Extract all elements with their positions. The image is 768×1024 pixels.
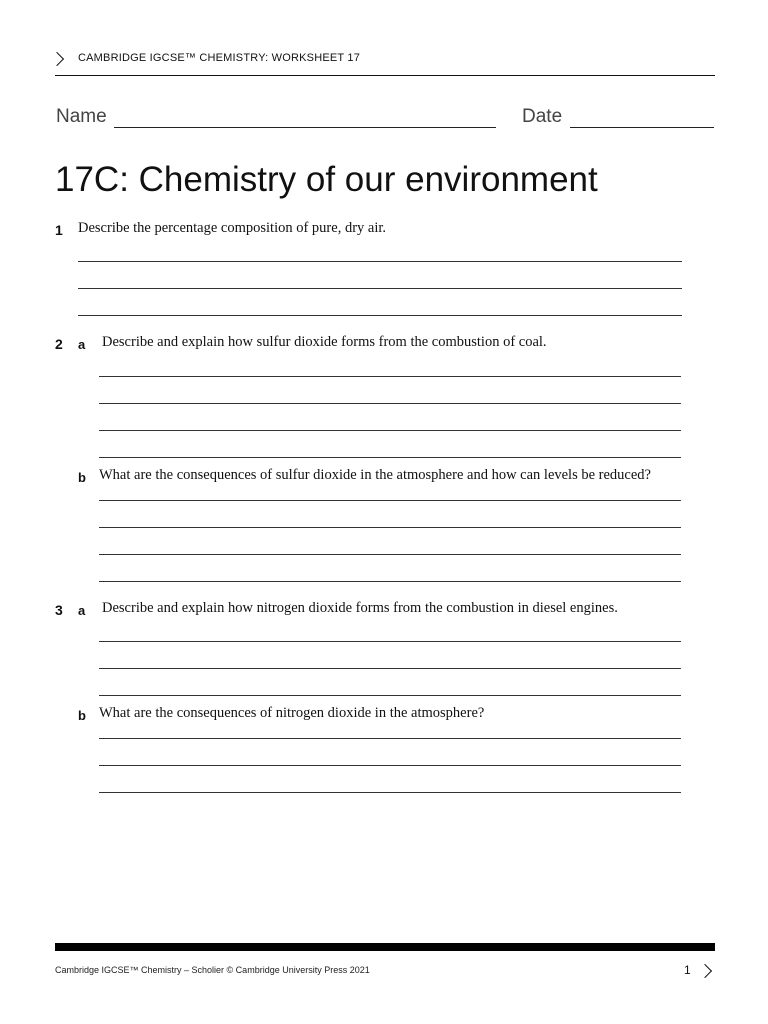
footer-bar [55,943,715,951]
answer-line[interactable] [99,403,681,404]
answer-line[interactable] [99,668,681,669]
date-field-line[interactable] [570,127,714,128]
answer-line[interactable] [99,527,681,528]
answer-line[interactable] [99,500,681,501]
answer-line[interactable] [78,315,682,316]
question-part-label: b [78,470,86,485]
answer-line[interactable] [99,554,681,555]
question-number: 2 [55,336,63,352]
question-text: Describe and explain how sulfur dioxide forms from the combustion of coal. [102,334,547,350]
question-text: Describe and explain how nitrogen dioxide forms from the combustion in diesel engines. [102,600,618,616]
answer-line[interactable] [78,261,682,262]
answer-line[interactable] [99,695,681,696]
question-text: What are the consequences of sulfur dioxide in the atmosphere and how can levels be reduced? [99,467,651,483]
answer-line[interactable] [99,430,681,431]
name-label: Name [56,106,107,127]
answer-line[interactable] [99,581,681,582]
header-divider [55,75,715,76]
footer-copyright: Cambridge IGCSE™ Chemistry – Scholier © Cambridge University Press 2021 [55,965,370,975]
question-number: 3 [55,602,63,618]
question-part-label: a [78,337,86,352]
question-part-label: a [78,603,86,618]
answer-line[interactable] [78,288,682,289]
name-field-line[interactable] [114,127,496,128]
answer-line[interactable] [99,738,681,739]
page-number: 1 [684,963,691,977]
question-number: 1 [55,222,63,238]
question-part-label: b [78,708,86,723]
running-header: CAMBRIDGE IGCSE™ CHEMISTRY: WORKSHEET 17 [78,52,361,64]
chevron-right-icon[interactable] [698,964,712,978]
answer-line[interactable] [99,641,681,642]
question-text: What are the consequences of nitrogen dioxide in the atmosphere? [99,705,485,721]
chevron-right-icon [50,52,64,66]
worksheet-title: 17C: Chemistry of our environment [55,160,598,199]
answer-line[interactable] [99,765,681,766]
question-text: Describe the percentage composition of pure, dry air. [78,220,387,236]
answer-line[interactable] [99,457,681,458]
answer-line[interactable] [99,376,681,377]
date-label: Date [522,106,563,127]
answer-line[interactable] [99,792,681,793]
